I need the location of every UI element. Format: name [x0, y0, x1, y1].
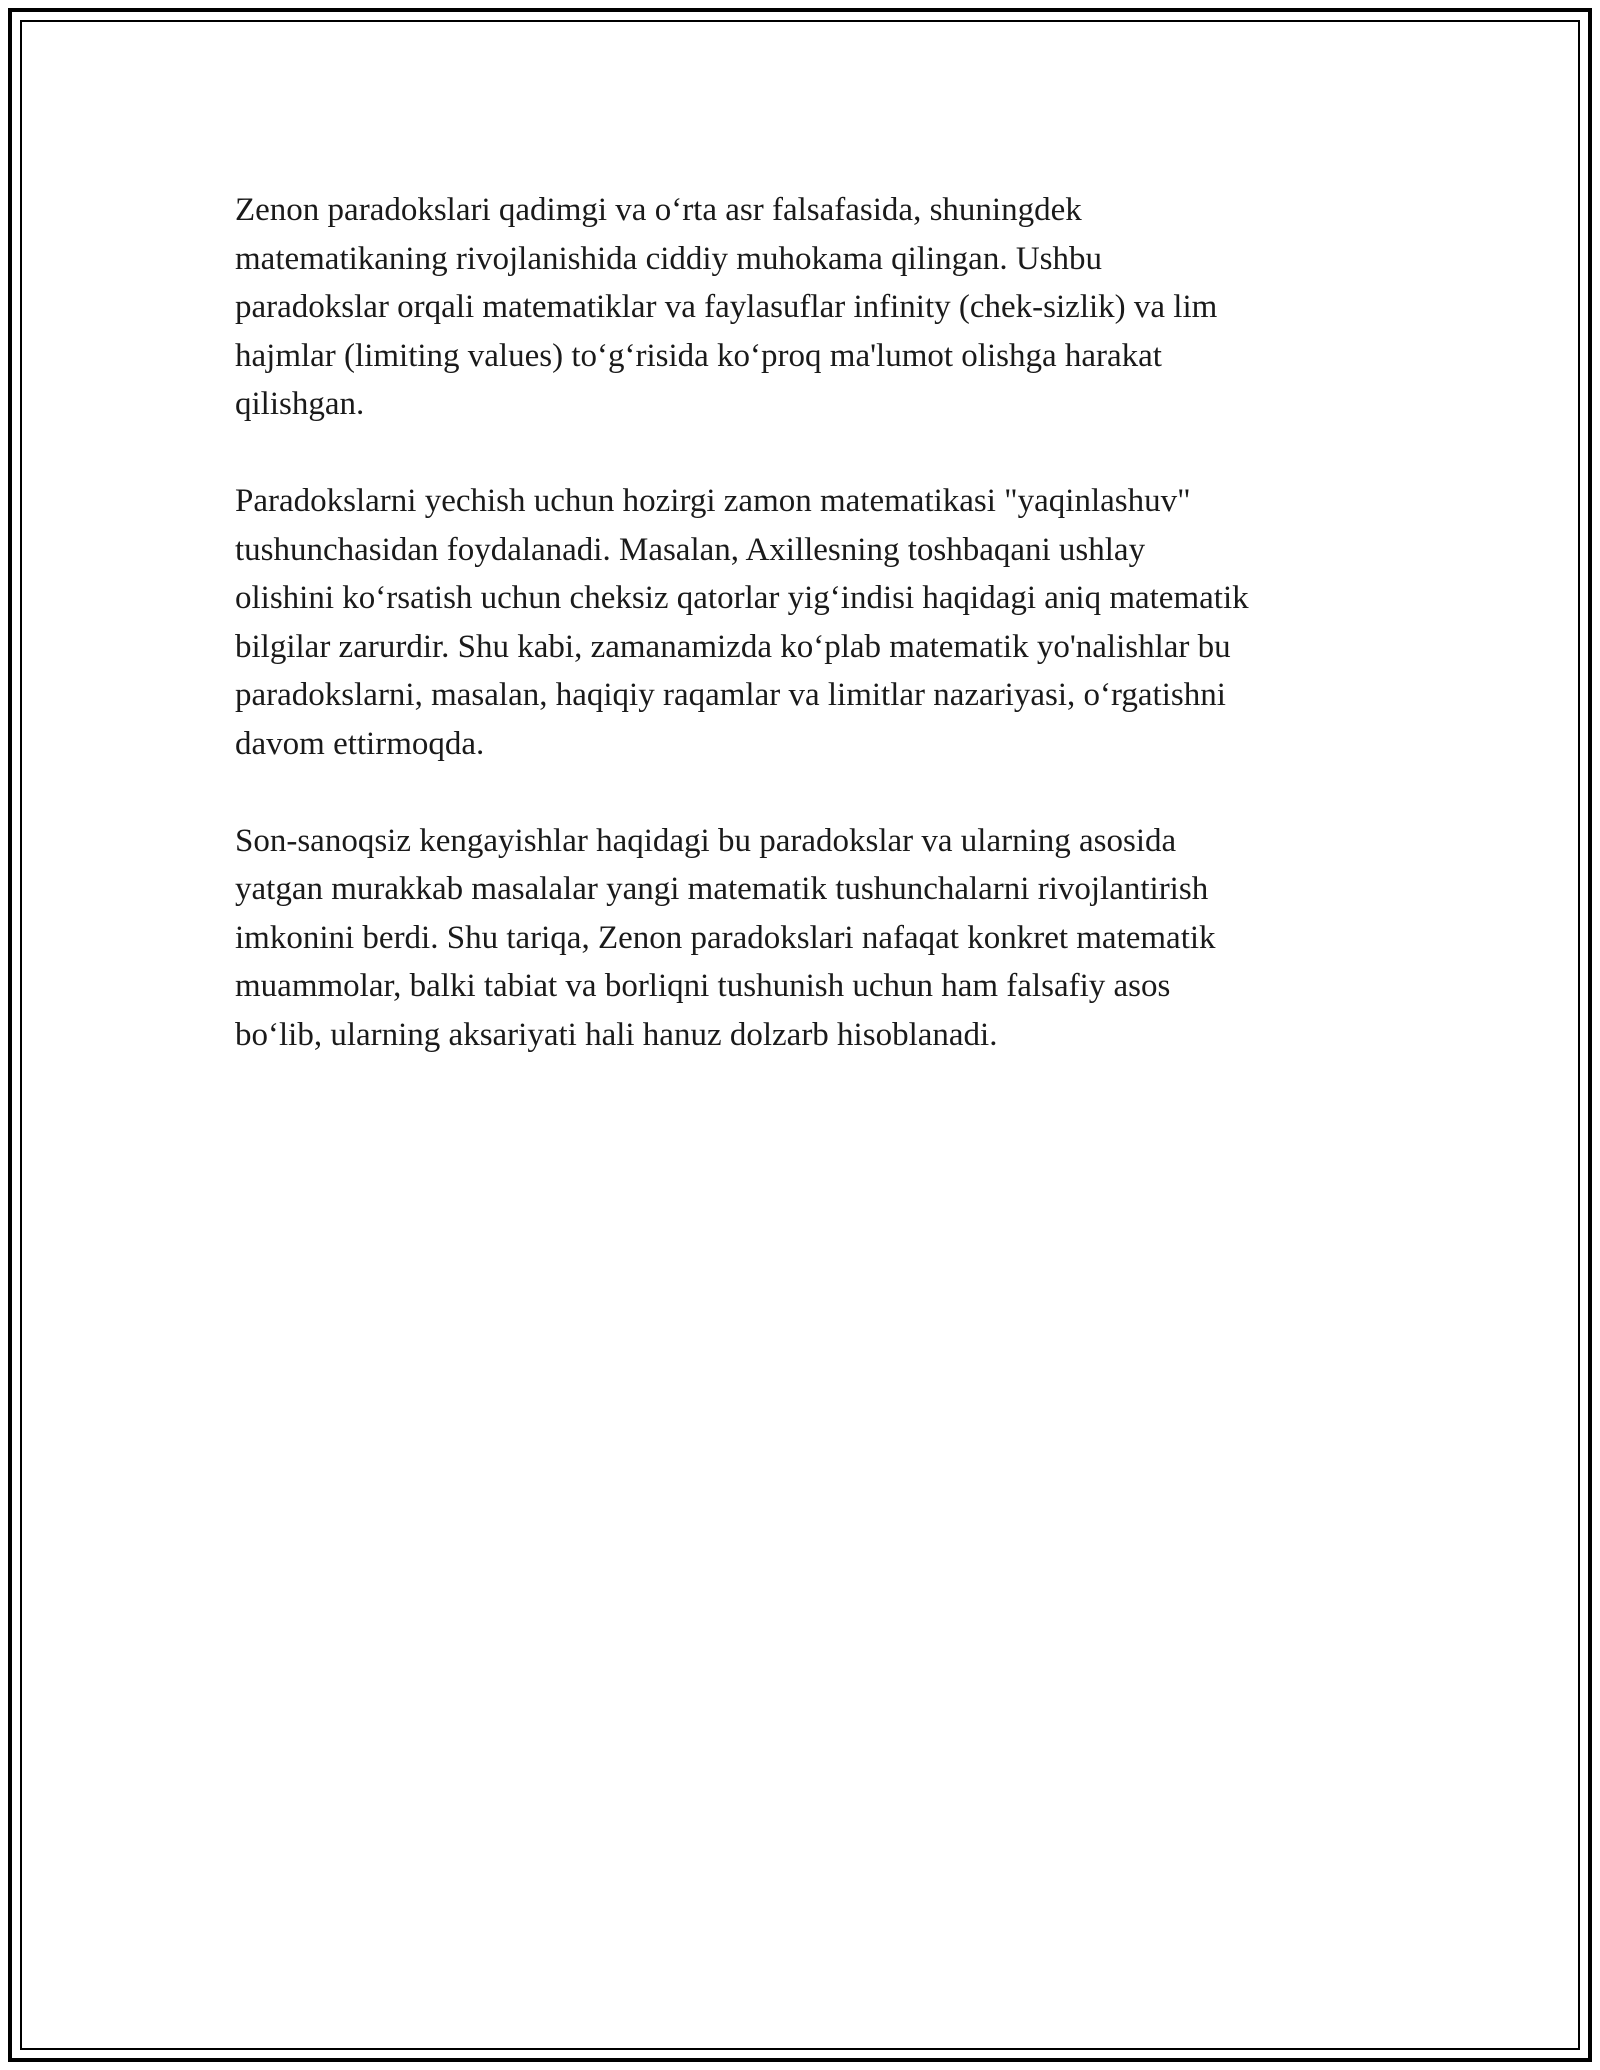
text-line: Zenon paradokslari qadimgi va o‘rta asr falsafasida, shuningdek	[235, 192, 1082, 228]
text-line: matematikaning rivojlanishida ciddiy muhokama qilingan. Ushbu	[235, 240, 1103, 277]
text-line: yatgan murakkab masalalar yangi matematik tushunchalarni rivojlantirish	[235, 871, 1209, 907]
text-line: Son-sanoqsiz kengayishlar haqidagi bu paradokslar va ularning asosida	[235, 822, 1177, 859]
paragraph-2	[235, 477, 1375, 768]
text-line: bo‘lib, ularning aksariyati hali hanuz dolzarb hisoblanadi.	[235, 1016, 998, 1053]
text-line: hajmlar (limiting values) to‘g‘risida ko‘proq ma'lumot olishga harakat	[235, 337, 1162, 374]
text-line: paradokslarni, masalan, haqiqiy raqamlar va limitlar nazariyasi, o‘rgatishni	[235, 677, 1226, 713]
text-line: Paradokslarni yechish uchun hozirgi zamon matematikasi "yaqinlashuv"	[235, 483, 1191, 519]
text-line: imkonini berdi. Shu tariqa, Zenon paradokslari nafaqat konkret matematik	[235, 919, 1216, 956]
paragraph-1	[235, 186, 1375, 429]
document-body	[235, 186, 1375, 1108]
text-line: paradokslar orqali matematiklar va faylasuflar infinity (chek-sizlik) va lim	[235, 289, 1218, 325]
text-line: qilishgan.	[235, 386, 365, 422]
text-line: muammolar, balki tabiat va borliqni tushunish uchun ham falsafiy asos	[235, 968, 1171, 1004]
text-line: bilgilar zarurdir. Shu kabi, zamanamizda ko‘plab matematik yo'nalishlar bu	[235, 628, 1231, 665]
text-line: tushunchasidan foydalanadi. Masalan, Axillesning toshbaqani ushlay	[235, 531, 1146, 568]
text-line: davom ettirmoqda.	[235, 725, 485, 762]
text-line: olishini ko‘rsatish uchun cheksiz qatorlar yig‘indisi haqidagi aniq matematik	[235, 580, 1249, 616]
paragraph-3	[235, 817, 1375, 1060]
